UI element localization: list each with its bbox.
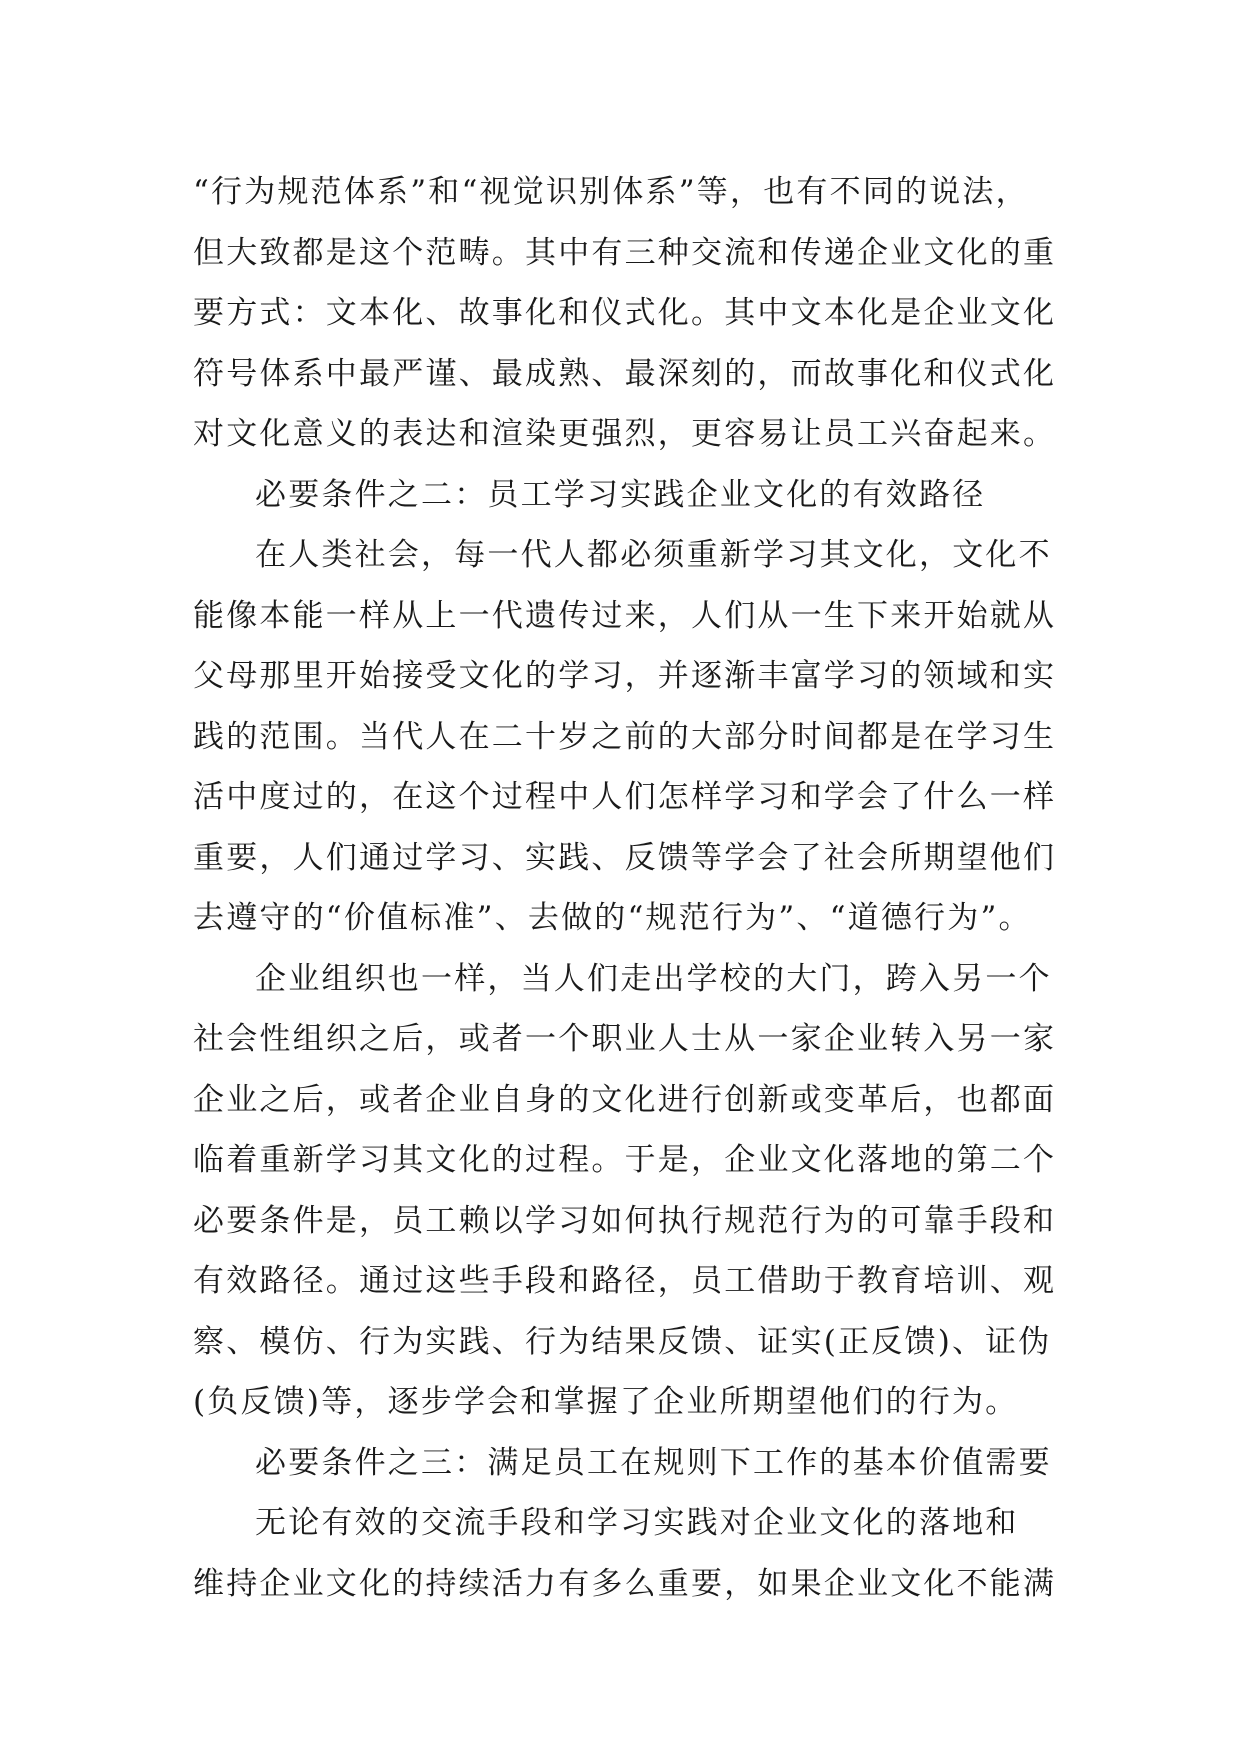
text-line: 去遵守的“价值标准”、去做的“规范行为”、“道德行为”。 — [193, 900, 1032, 936]
text-line: 企业组织也一样，当人们走出学校的大门，跨入另一个 — [255, 960, 1052, 997]
text-line: 在人类社会，每一代人都必须重新学习其文化，文化不 — [255, 537, 1052, 573]
text-line: 有效路径。通过这些手段和路径，员工借助于教育培训、观 — [193, 1263, 1057, 1299]
text-line: 父母那里开始接受文化的学习，并逐渐丰富学习的领域和实 — [193, 658, 1057, 694]
text-line: 维持企业文化的持续活力有多么重要，如果企业文化不能满 — [193, 1565, 1057, 1602]
text-line: 但大致都是这个范畴。其中有三种交流和传递企业文化的重 — [193, 234, 1057, 271]
text-line: 重要，人们通过学习、实践、反馈等学会了社会所期望他们 — [193, 839, 1057, 876]
text-line: 必要条件之二：员工学习实践企业文化的有效路径 — [255, 476, 986, 513]
text-line: 符号体系中最严谨、最成熟、最深刻的，而故事化和仪式化 — [193, 355, 1057, 392]
text-line: 必要条件是，员工赖以学习如何执行规范行为的可靠手段和 — [193, 1202, 1057, 1239]
text-line: 践的范围。当代人在二十岁之前的大部分时间都是在学习生 — [193, 718, 1057, 755]
text-line: 临着重新学习其文化的过程。于是，企业文化落地的第二个 — [193, 1142, 1057, 1178]
body-text — [193, 162, 1057, 1614]
text-line: (负反馈)等，逐步学会和掌握了企业所期望他们的行为。 — [193, 1384, 1019, 1420]
text-line: 察、模仿、行为实践、行为结果反馈、证实(正反馈)、证伪 — [193, 1323, 1052, 1360]
text-line: 无论有效的交流手段和学习实践对企业文化的落地和 — [255, 1505, 1019, 1541]
text-line: 要方式：文本化、故事化和仪式化。其中文本化是企业文化 — [193, 295, 1057, 331]
text-line: “行为规范体系”和“视觉识别体系”等，也有不同的说法， — [193, 174, 1029, 210]
text-line: 社会性组织之后，或者一个职业人士从一家企业转入另一家 — [193, 1021, 1057, 1057]
text-line: 对文化意义的表达和渲染更强烈，更容易让员工兴奋起来。 — [193, 416, 1057, 452]
text-line: 活中度过的，在这个过程中人们怎样学习和学会了什么一样 — [193, 779, 1057, 815]
text-line: 必要条件之三：满足员工在规则下工作的基本价值需要 — [255, 1444, 1052, 1481]
text-line: 企业之后，或者企业自身的文化进行创新或变革后，也都面 — [193, 1081, 1057, 1118]
text-line: 能像本能一样从上一代遗传过来，人们从一生下来开始就从 — [193, 597, 1057, 634]
